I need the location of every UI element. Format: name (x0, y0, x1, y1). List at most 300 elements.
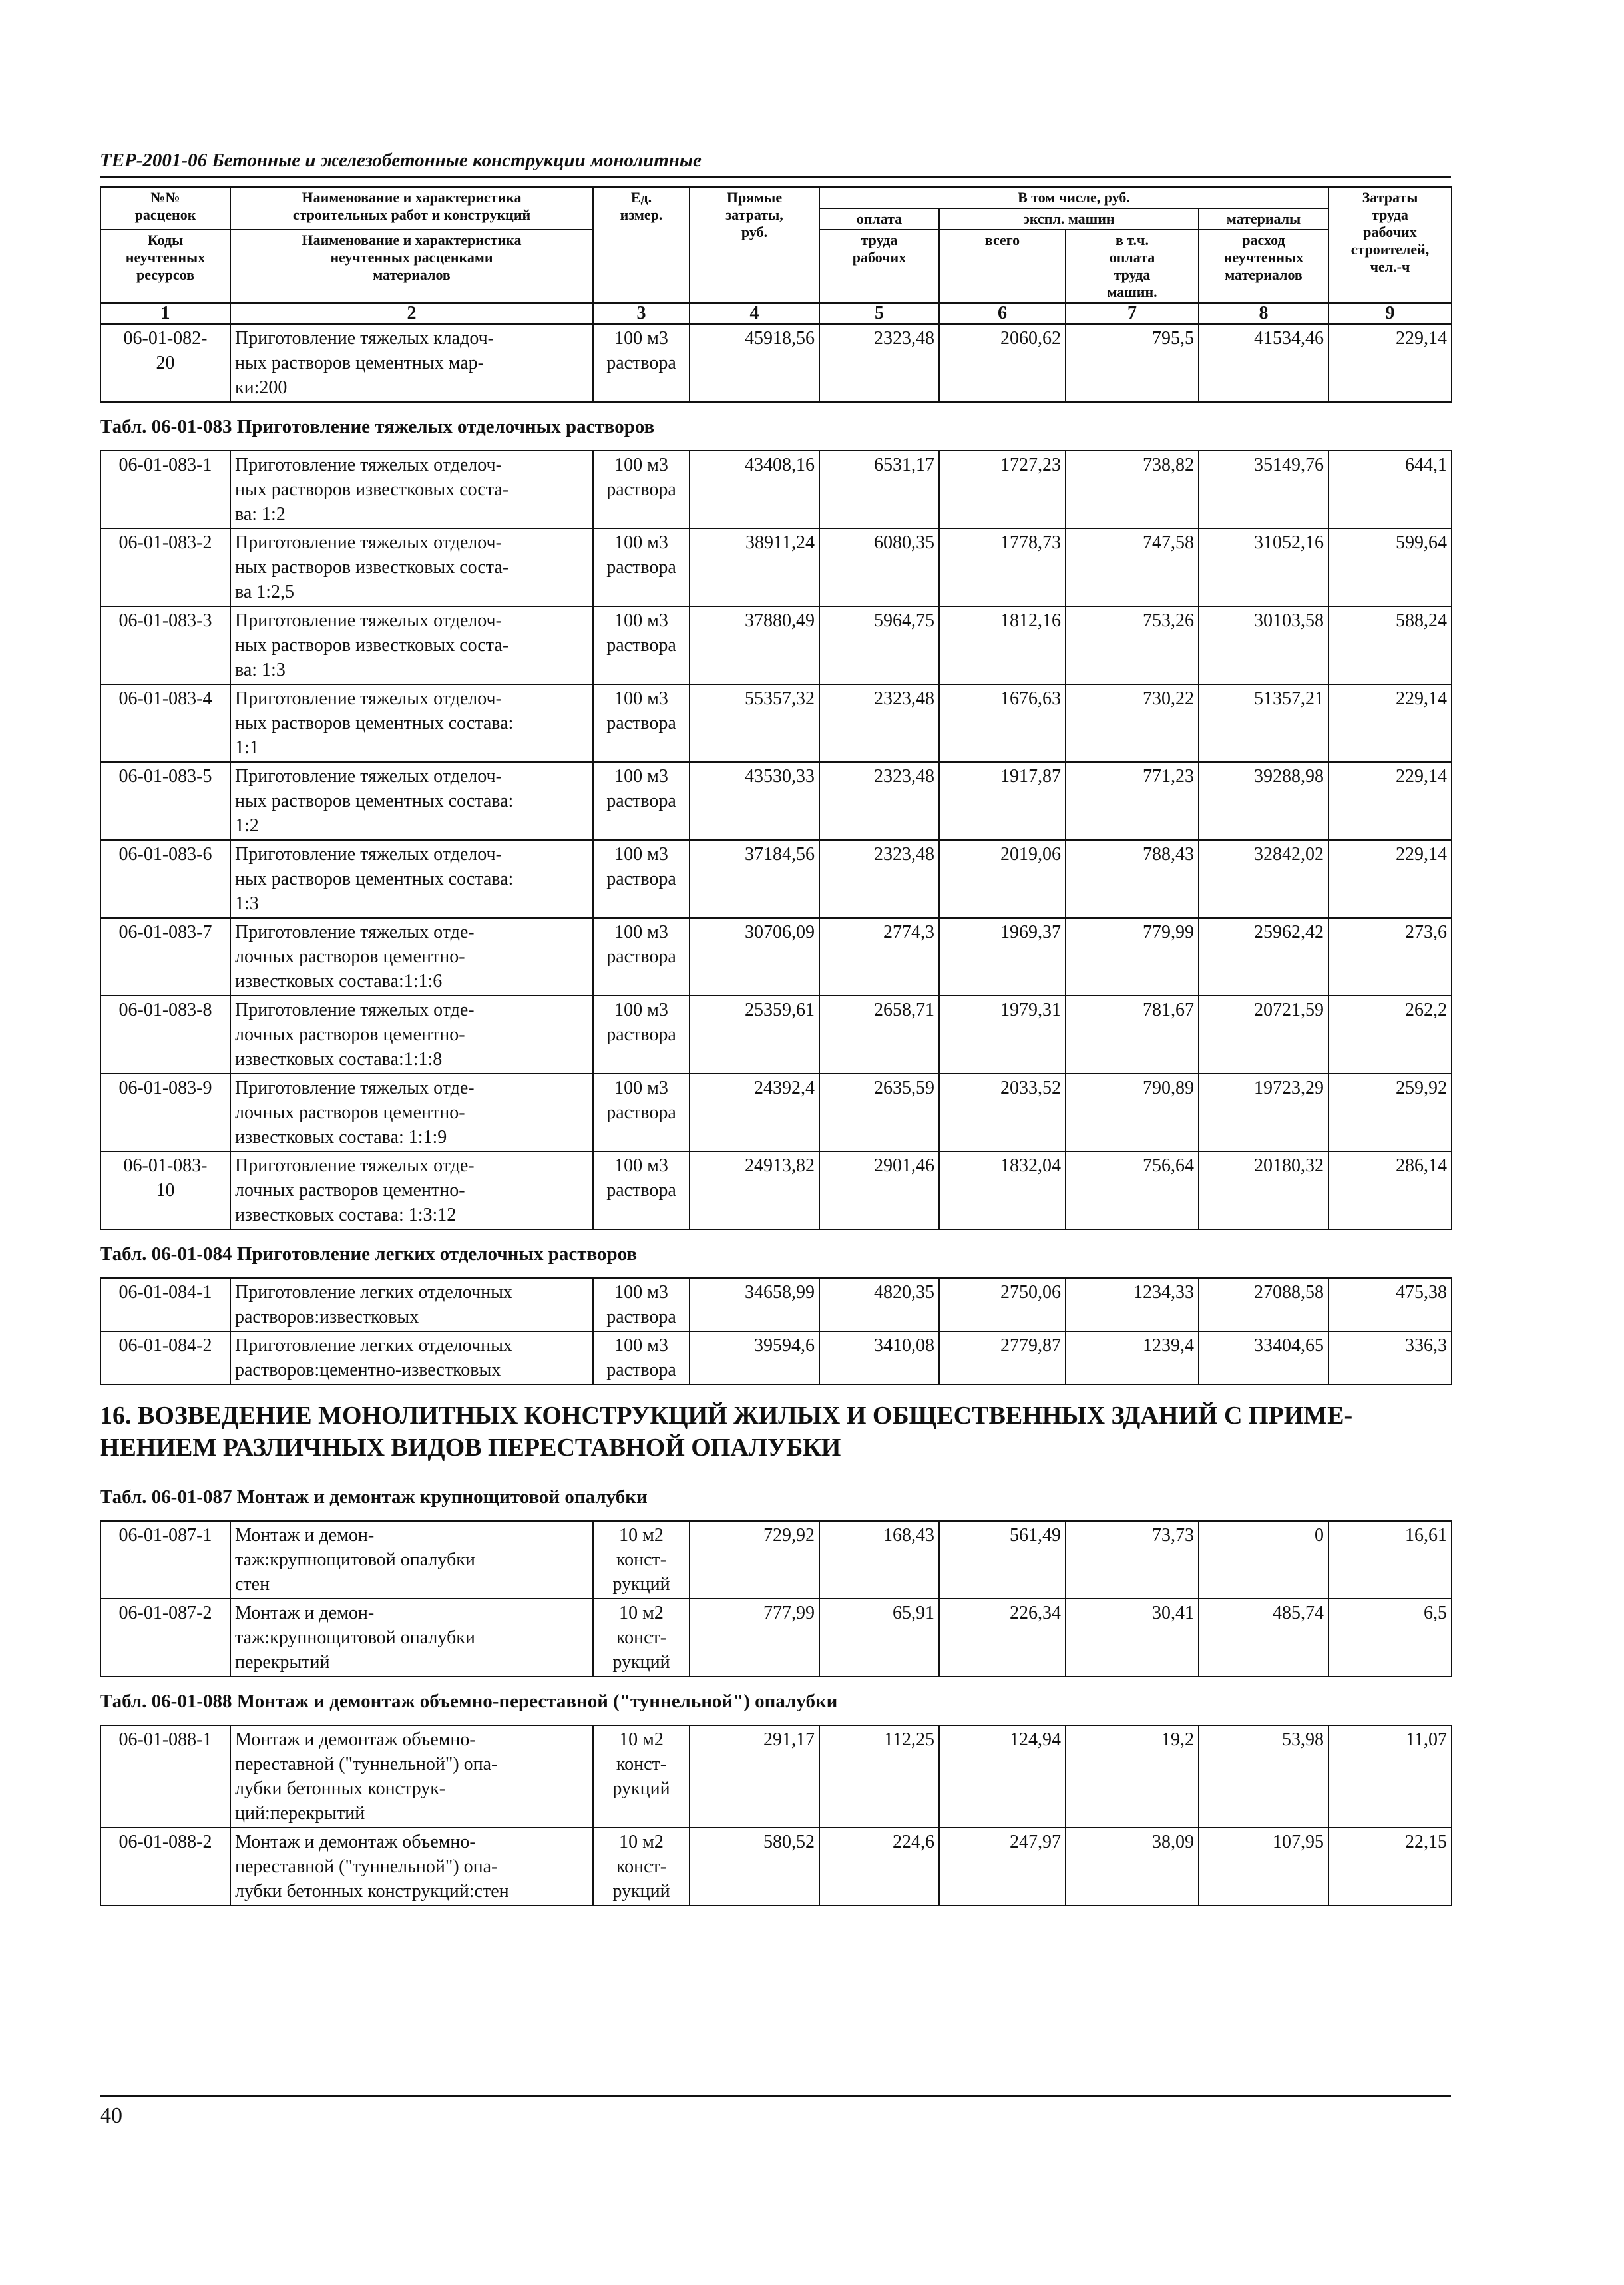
machines-cost-cell: 1979,31 (939, 996, 1066, 1074)
labor-hours-cell: 262,2 (1328, 996, 1452, 1074)
work-name-cell-line: 1:3 (235, 893, 259, 914)
header-machines-all: всего (939, 230, 1066, 303)
rate-code-cell-line: 06-01-082- (123, 328, 208, 349)
work-name-cell-line: Приготовление тяжелых отделоч- (235, 766, 502, 787)
unit-cell (593, 324, 690, 402)
materials-cost-cell: 31052,16 (1199, 528, 1328, 606)
labor-hours-cell: 6,5 (1328, 1599, 1452, 1677)
materials-cost-cell: 20180,32 (1199, 1151, 1328, 1229)
labor-pay-cell: 2323,48 (819, 684, 939, 762)
machines-cost-cell: 226,34 (939, 1599, 1066, 1677)
unit-cell-line: 10 м2 (619, 1832, 664, 1852)
work-name-cell-line: Монтаж и демонтаж объемно- (235, 1729, 476, 1750)
labor-pay-cell: 3410,08 (819, 1331, 939, 1384)
rate-code-cell-line: 06-01-083-4 (118, 688, 212, 709)
machines-pay-cell: 788,43 (1066, 840, 1199, 918)
work-name-cell-line: ных растворов известковых соста- (235, 635, 509, 656)
materials-cost-cell: 35149,76 (1199, 451, 1328, 528)
rate-code-cell-line: 06-01-083- (123, 1155, 208, 1176)
column-number: 1 (101, 303, 230, 324)
materials-cost-cell: 41534,46 (1199, 324, 1328, 402)
rate-code-cell-line: 06-01-083-8 (118, 1000, 212, 1020)
labor-hours-cell: 229,14 (1328, 324, 1452, 402)
unit-cell-line: 10 м2 (619, 1525, 664, 1546)
work-name-cell-line: ва: 1:3 (235, 660, 286, 680)
work-name-cell-line: растворов:цементно-известковых (235, 1360, 501, 1380)
work-name-cell-line: Приготовление тяжелых отде- (235, 1078, 475, 1098)
materials-cost-cell: 53,98 (1199, 1725, 1328, 1828)
machines-pay-cell: 779,99 (1066, 918, 1199, 996)
labor-hours-cell: 11,07 (1328, 1725, 1452, 1828)
header-machines: экспл. машин (939, 208, 1199, 230)
table-row (101, 840, 1452, 918)
unit-cell (593, 1521, 690, 1599)
work-name-cell-line: лочных растворов цементно- (235, 1024, 465, 1045)
direct-cost-cell: 37880,49 (690, 606, 819, 684)
header-numbers-row (101, 303, 1452, 324)
unit-cell-line: 10 м2 (619, 1603, 664, 1623)
work-name-cell-line: Монтаж и демон- (235, 1603, 375, 1623)
rate-code-cell (101, 1151, 230, 1229)
labor-pay-cell: 2323,48 (819, 840, 939, 918)
unit-cell-line: раствора (606, 479, 676, 500)
work-name-cell-line: ных растворов цементных состава: (235, 869, 514, 889)
unit-cell-line: 100 м3 (614, 1000, 668, 1020)
table-caption-087: Табл. 06-01-087 Монтаж и демонтаж крупнощитовой опалубки (100, 1486, 648, 1508)
work-name-cell (230, 451, 593, 528)
machines-pay-cell: 1239,4 (1066, 1331, 1199, 1384)
direct-cost-cell: 43530,33 (690, 762, 819, 840)
header-machines-incl: в т.ч. оплата труда машин. (1066, 230, 1199, 303)
unit-cell (593, 451, 690, 528)
machines-cost-cell: 2019,06 (939, 840, 1066, 918)
labor-hours-cell: 22,15 (1328, 1828, 1452, 1906)
labor-hours-cell: 336,3 (1328, 1331, 1452, 1384)
work-name-cell-line: Приготовление тяжелых отделоч- (235, 688, 502, 709)
machines-cost-cell: 1832,04 (939, 1151, 1066, 1229)
work-name-cell (230, 840, 593, 918)
unit-cell (593, 1828, 690, 1906)
work-name-cell-line: Приготовление тяжелых отде- (235, 1000, 475, 1020)
work-name-cell (230, 1151, 593, 1229)
direct-cost-cell: 37184,56 (690, 840, 819, 918)
work-name-cell-line: ных растворов цементных состава: (235, 791, 514, 811)
work-name-cell (230, 1278, 593, 1331)
labor-pay-cell: 2774,3 (819, 918, 939, 996)
header-unit: Ед. измер. (593, 187, 690, 303)
unit-cell-line: конст- (616, 1627, 667, 1648)
labor-pay-cell: 112,25 (819, 1725, 939, 1828)
rate-code-cell-line: 06-01-084-2 (118, 1335, 212, 1356)
table-row (101, 451, 1452, 528)
materials-cost-cell: 30103,58 (1199, 606, 1328, 684)
machines-cost-cell: 2750,06 (939, 1278, 1066, 1331)
header-code: №№ расценок (101, 187, 230, 230)
work-name-cell (230, 684, 593, 762)
materials-cost-cell: 485,74 (1199, 1599, 1328, 1677)
table-caption-083: Табл. 06-01-083 Приготовление тяжелых отделочных растворов (100, 416, 655, 437)
unit-cell (593, 996, 690, 1074)
table-row (101, 606, 1452, 684)
machines-pay-cell: 73,73 (1066, 1521, 1199, 1599)
rate-code-cell-line: 20 (156, 353, 175, 373)
direct-cost-cell: 55357,32 (690, 684, 819, 762)
machines-pay-cell: 730,22 (1066, 684, 1199, 762)
labor-pay-cell: 224,6 (819, 1828, 939, 1906)
machines-pay-cell: 753,26 (1066, 606, 1199, 684)
work-name-cell-line: Монтаж и демонтаж объемно- (235, 1832, 476, 1852)
machines-cost-cell: 1812,16 (939, 606, 1066, 684)
direct-cost-cell: 30706,09 (690, 918, 819, 996)
page-footer (100, 2095, 1451, 2129)
table-row (101, 996, 1452, 1074)
work-name-cell-line: ных растворов цементных мар- (235, 353, 484, 373)
rate-code-cell-line: 10 (156, 1180, 175, 1201)
work-name-cell-line: ций:перекрытий (235, 1803, 365, 1824)
labor-pay-cell: 2635,59 (819, 1074, 939, 1151)
rate-code-cell-line: 06-01-083-9 (118, 1078, 212, 1098)
machines-pay-cell: 30,41 (1066, 1599, 1199, 1677)
unit-cell-line: 100 м3 (614, 922, 668, 942)
labor-pay-cell: 6531,17 (819, 451, 939, 528)
work-name-cell-line: ных растворов известковых соста- (235, 479, 509, 500)
section-title: 16. ВОЗВЕДЕНИЕ МОНОЛИТНЫХ КОНСТРУКЦИЙ ЖИЛЫХ И ОБЩЕСТВЕННЫХ ЗДАНИЙ С ПРИМЕ- НЕНИЕМ РАЗЛИЧНЫХ ВИДОВ ПЕРЕСТАВНОЙ ОПАЛУБКИ (100, 1402, 1353, 1462)
header-labor: Затраты труда рабочих строителей, чел.-ч (1328, 187, 1452, 303)
unit-cell-line: раствора (606, 791, 676, 811)
work-name-cell-line: известковых состава: 1:1:9 (235, 1127, 447, 1147)
unit-cell (593, 1278, 690, 1331)
rate-code-cell (101, 840, 230, 918)
work-name-cell (230, 324, 593, 402)
materials-cost-cell: 33404,65 (1199, 1331, 1328, 1384)
machines-pay-cell: 38,09 (1066, 1828, 1199, 1906)
unit-cell-line: рукций (612, 1778, 670, 1799)
labor-hours-cell: 475,38 (1328, 1278, 1452, 1331)
column-number: 3 (593, 303, 690, 324)
labor-hours-cell: 229,14 (1328, 684, 1452, 762)
table-caption-084: Табл. 06-01-084 Приготовление легких отделочных растворов (100, 1243, 638, 1265)
direct-cost-cell: 291,17 (690, 1725, 819, 1828)
direct-cost-cell: 38911,24 (690, 528, 819, 606)
unit-cell-line: раствора (606, 713, 676, 733)
work-name-cell (230, 996, 593, 1074)
materials-cost-cell: 39288,98 (1199, 762, 1328, 840)
rate-code-cell (101, 1074, 230, 1151)
work-name-cell-line: Приготовление легких отделочных (235, 1282, 512, 1303)
materials-cost-cell: 0 (1199, 1521, 1328, 1599)
labor-hours-cell: 286,14 (1328, 1151, 1452, 1229)
table-row (101, 918, 1452, 996)
machines-pay-cell: 795,5 (1066, 324, 1199, 402)
labor-pay-cell: 65,91 (819, 1599, 939, 1677)
header-pay-sub: труда рабочих (819, 230, 939, 303)
work-name-cell-line: ва: 1:2 (235, 504, 286, 524)
direct-cost-cell: 24913,82 (690, 1151, 819, 1229)
machines-pay-cell: 747,58 (1066, 528, 1199, 606)
unit-cell-line: раствора (606, 1180, 676, 1201)
direct-cost-cell: 24392,4 (690, 1074, 819, 1151)
unit-cell (593, 1331, 690, 1384)
direct-cost-cell: 25359,61 (690, 996, 819, 1074)
rate-code-cell (101, 1828, 230, 1906)
work-name-cell-line: Монтаж и демон- (235, 1525, 375, 1546)
work-name-cell-line: перекрытий (235, 1652, 330, 1673)
table-082-body (101, 324, 1452, 402)
unit-cell (593, 840, 690, 918)
machines-cost-cell: 2033,52 (939, 1074, 1066, 1151)
document-page (100, 150, 1451, 1906)
work-name-cell-line: Приготовление тяжелых отде- (235, 1155, 475, 1176)
machines-pay-cell: 738,82 (1066, 451, 1199, 528)
table-row (101, 684, 1452, 762)
unit-cell (593, 918, 690, 996)
header-materials: материалы (1199, 208, 1328, 230)
unit-cell-line: раствора (606, 1360, 676, 1380)
column-number: 7 (1066, 303, 1199, 324)
work-name-cell-line: известковых состава:1:1:8 (235, 1049, 443, 1070)
header-pay: оплата (819, 208, 939, 230)
labor-hours-cell: 273,6 (1328, 918, 1452, 996)
unit-cell-line: раствора (606, 1307, 676, 1327)
rate-code-cell (101, 762, 230, 840)
work-name-cell (230, 1599, 593, 1677)
machines-pay-cell: 1234,33 (1066, 1278, 1199, 1331)
unit-cell-line: 100 м3 (614, 844, 668, 865)
work-name-cell (230, 1074, 593, 1151)
materials-cost-cell: 25962,42 (1199, 918, 1328, 996)
table-row (101, 1521, 1452, 1599)
work-name-cell-line: ных растворов цементных состава: (235, 713, 514, 733)
unit-cell-line: 100 м3 (614, 532, 668, 553)
work-name-cell-line: 1:1 (235, 737, 259, 758)
labor-hours-cell: 16,61 (1328, 1521, 1452, 1599)
unit-cell (593, 528, 690, 606)
machines-cost-cell: 247,97 (939, 1828, 1066, 1906)
direct-cost-cell: 729,92 (690, 1521, 819, 1599)
column-number: 4 (690, 303, 819, 324)
machines-cost-cell: 1969,37 (939, 918, 1066, 996)
unit-cell-line: конст- (616, 1754, 667, 1774)
materials-cost-cell: 107,95 (1199, 1828, 1328, 1906)
table-row (101, 1331, 1452, 1384)
materials-cost-cell: 19723,29 (1199, 1074, 1328, 1151)
machines-cost-cell: 1676,63 (939, 684, 1066, 762)
unit-cell (593, 684, 690, 762)
machines-pay-cell: 771,23 (1066, 762, 1199, 840)
direct-cost-cell: 580,52 (690, 1828, 819, 1906)
machines-cost-cell: 2060,62 (939, 324, 1066, 402)
rate-code-cell-line: 06-01-088-1 (118, 1729, 212, 1750)
work-name-cell-line: ва 1:2,5 (235, 582, 295, 602)
unit-cell (593, 762, 690, 840)
rate-code-cell (101, 451, 230, 528)
work-name-cell-line: растворов:известковых (235, 1307, 419, 1327)
unit-cell (593, 1151, 690, 1229)
machines-cost-cell: 1917,87 (939, 762, 1066, 840)
machines-cost-cell: 561,49 (939, 1521, 1066, 1599)
unit-cell-line: 100 м3 (614, 328, 668, 349)
unit-cell (593, 606, 690, 684)
table-row (101, 762, 1452, 840)
machines-pay-cell: 19,2 (1066, 1725, 1199, 1828)
unit-cell-line: раствора (606, 1024, 676, 1045)
unit-cell-line: раствора (606, 557, 676, 578)
table-084 (100, 1277, 1452, 1385)
work-name-cell-line: стен (235, 1574, 270, 1595)
materials-cost-cell: 27088,58 (1199, 1278, 1328, 1331)
labor-pay-cell: 5964,75 (819, 606, 939, 684)
unit-cell-line: 10 м2 (619, 1729, 664, 1750)
work-name-cell-line: Приготовление тяжелых отделоч- (235, 532, 502, 553)
rate-code-cell (101, 606, 230, 684)
work-name-cell-line: ки:200 (235, 377, 288, 398)
work-name-cell-line: лочных растворов цементно- (235, 1102, 465, 1123)
rate-code-cell-line: 06-01-087-2 (118, 1603, 212, 1623)
labor-pay-cell: 4820,35 (819, 1278, 939, 1331)
work-name-cell-line: лубки бетонных конструк- (235, 1778, 446, 1799)
header-codes-unrecorded: Коды неучтенных ресурсов (101, 230, 230, 303)
unit-cell-line: 100 м3 (614, 610, 668, 631)
table-088 (100, 1725, 1452, 1906)
unit-cell-line: рукций (612, 1574, 670, 1595)
labor-pay-cell: 2658,71 (819, 996, 939, 1074)
header-name: Наименование и характеристика строительных работ и конструкций (230, 187, 593, 230)
table-083 (100, 450, 1452, 1230)
rate-code-cell (101, 1331, 230, 1384)
labor-pay-cell: 6080,35 (819, 528, 939, 606)
unit-cell-line: рукций (612, 1881, 670, 1902)
rate-code-cell-line: 06-01-083-7 (118, 922, 212, 942)
work-name-cell-line: Приготовление тяжелых кладоч- (235, 328, 495, 349)
direct-cost-cell: 34658,99 (690, 1278, 819, 1331)
table-row (101, 1074, 1452, 1151)
work-name-cell-line: Приготовление легких отделочных (235, 1335, 512, 1356)
work-name-cell (230, 918, 593, 996)
header-materials-sub: расход неучтенных материалов (1199, 230, 1328, 303)
rate-code-cell-line: 06-01-083-6 (118, 844, 212, 865)
rate-code-cell-line: 06-01-083-1 (118, 455, 212, 475)
labor-pay-cell: 2901,46 (819, 1151, 939, 1229)
main-header-table (100, 186, 1452, 403)
header-name-unrecorded: Наименование и характеристика неучтенных расценками материалов (230, 230, 593, 303)
work-name-cell (230, 1828, 593, 1906)
labor-pay-cell: 168,43 (819, 1521, 939, 1599)
materials-cost-cell: 20721,59 (1199, 996, 1328, 1074)
machines-pay-cell: 781,67 (1066, 996, 1199, 1074)
machines-cost-cell: 1727,23 (939, 451, 1066, 528)
work-name-cell (230, 1725, 593, 1828)
unit-cell-line: конст- (616, 1856, 667, 1877)
rate-code-cell (101, 684, 230, 762)
column-number: 2 (230, 303, 593, 324)
labor-pay-cell: 2323,48 (819, 762, 939, 840)
unit-cell-line: 100 м3 (614, 455, 668, 475)
rate-code-cell-line: 06-01-088-2 (118, 1832, 212, 1852)
work-name-cell-line: известковых состава: 1:3:12 (235, 1205, 457, 1225)
unit-cell-line: раствора (606, 1102, 676, 1123)
direct-cost-cell: 43408,16 (690, 451, 819, 528)
table-caption-088: Табл. 06-01-088 Монтаж и демонтаж объемно-переставной ("туннельной") опалубки (100, 1691, 838, 1712)
header-in-that-number: В том числе, руб. (819, 187, 1328, 208)
machines-cost-cell: 2779,87 (939, 1331, 1066, 1384)
table-row (101, 528, 1452, 606)
labor-hours-cell: 599,64 (1328, 528, 1452, 606)
work-name-cell (230, 606, 593, 684)
direct-cost-cell: 777,99 (690, 1599, 819, 1677)
labor-pay-cell: 2323,48 (819, 324, 939, 402)
table-row (101, 1725, 1452, 1828)
work-name-cell-line: Приготовление тяжелых отде- (235, 922, 475, 942)
work-name-cell-line: таж:крупнощитовой опалубки (235, 1627, 475, 1648)
unit-cell (593, 1074, 690, 1151)
materials-cost-cell: 51357,21 (1199, 684, 1328, 762)
rate-code-cell (101, 528, 230, 606)
unit-cell-line: 100 м3 (614, 1282, 668, 1303)
table-row (101, 1151, 1452, 1229)
column-number: 5 (819, 303, 939, 324)
labor-hours-cell: 229,14 (1328, 840, 1452, 918)
unit-cell-line: 100 м3 (614, 688, 668, 709)
rate-code-cell (101, 1521, 230, 1599)
work-name-cell (230, 1521, 593, 1599)
unit-cell-line: раствора (606, 635, 676, 656)
materials-cost-cell: 32842,02 (1199, 840, 1328, 918)
work-name-cell-line: таж:крупнощитовой опалубки (235, 1550, 475, 1570)
rate-code-cell-line: 06-01-084-1 (118, 1282, 212, 1303)
machines-cost-cell: 124,94 (939, 1725, 1066, 1828)
table-row (101, 1278, 1452, 1331)
table-row (101, 1828, 1452, 1906)
work-name-cell-line: лочных растворов цементно- (235, 946, 465, 967)
page-number: 40 (100, 2103, 122, 2128)
work-name-cell-line: переставной ("туннельной") опа- (235, 1754, 498, 1774)
rate-code-cell (101, 324, 230, 402)
work-name-cell (230, 1331, 593, 1384)
unit-cell (593, 1725, 690, 1828)
column-number: 6 (939, 303, 1066, 324)
column-number: 8 (1199, 303, 1328, 324)
unit-cell-line: 100 м3 (614, 766, 668, 787)
rate-code-cell (101, 918, 230, 996)
rate-code-cell-line: 06-01-087-1 (118, 1525, 212, 1546)
work-name-cell-line: Приготовление тяжелых отделоч- (235, 455, 502, 475)
work-name-cell-line: Приготовление тяжелых отделоч- (235, 844, 502, 865)
work-name-cell-line: ных растворов известковых соста- (235, 557, 509, 578)
table-087 (100, 1520, 1452, 1677)
unit-cell-line: раствора (606, 869, 676, 889)
direct-cost-cell: 39594,6 (690, 1331, 819, 1384)
direct-cost-cell: 45918,56 (690, 324, 819, 402)
unit-cell-line: 100 м3 (614, 1155, 668, 1176)
work-name-cell (230, 762, 593, 840)
unit-cell-line: раствора (606, 353, 676, 373)
unit-cell-line: 100 м3 (614, 1335, 668, 1356)
table-row (101, 324, 1452, 402)
work-name-cell-line: лубки бетонных конструкций:стен (235, 1881, 509, 1902)
column-number: 9 (1328, 303, 1452, 324)
rate-code-cell (101, 1278, 230, 1331)
rate-code-cell-line: 06-01-083-2 (118, 532, 212, 553)
unit-cell (593, 1599, 690, 1677)
unit-cell-line: конст- (616, 1550, 667, 1570)
rate-code-cell-line: 06-01-083-5 (118, 766, 212, 787)
machines-pay-cell: 756,64 (1066, 1151, 1199, 1229)
unit-cell-line: раствора (606, 946, 676, 967)
labor-hours-cell: 588,24 (1328, 606, 1452, 684)
work-name-cell-line: 1:2 (235, 815, 259, 836)
work-name-cell-line: лочных растворов цементно- (235, 1180, 465, 1201)
rate-code-cell (101, 1599, 230, 1677)
